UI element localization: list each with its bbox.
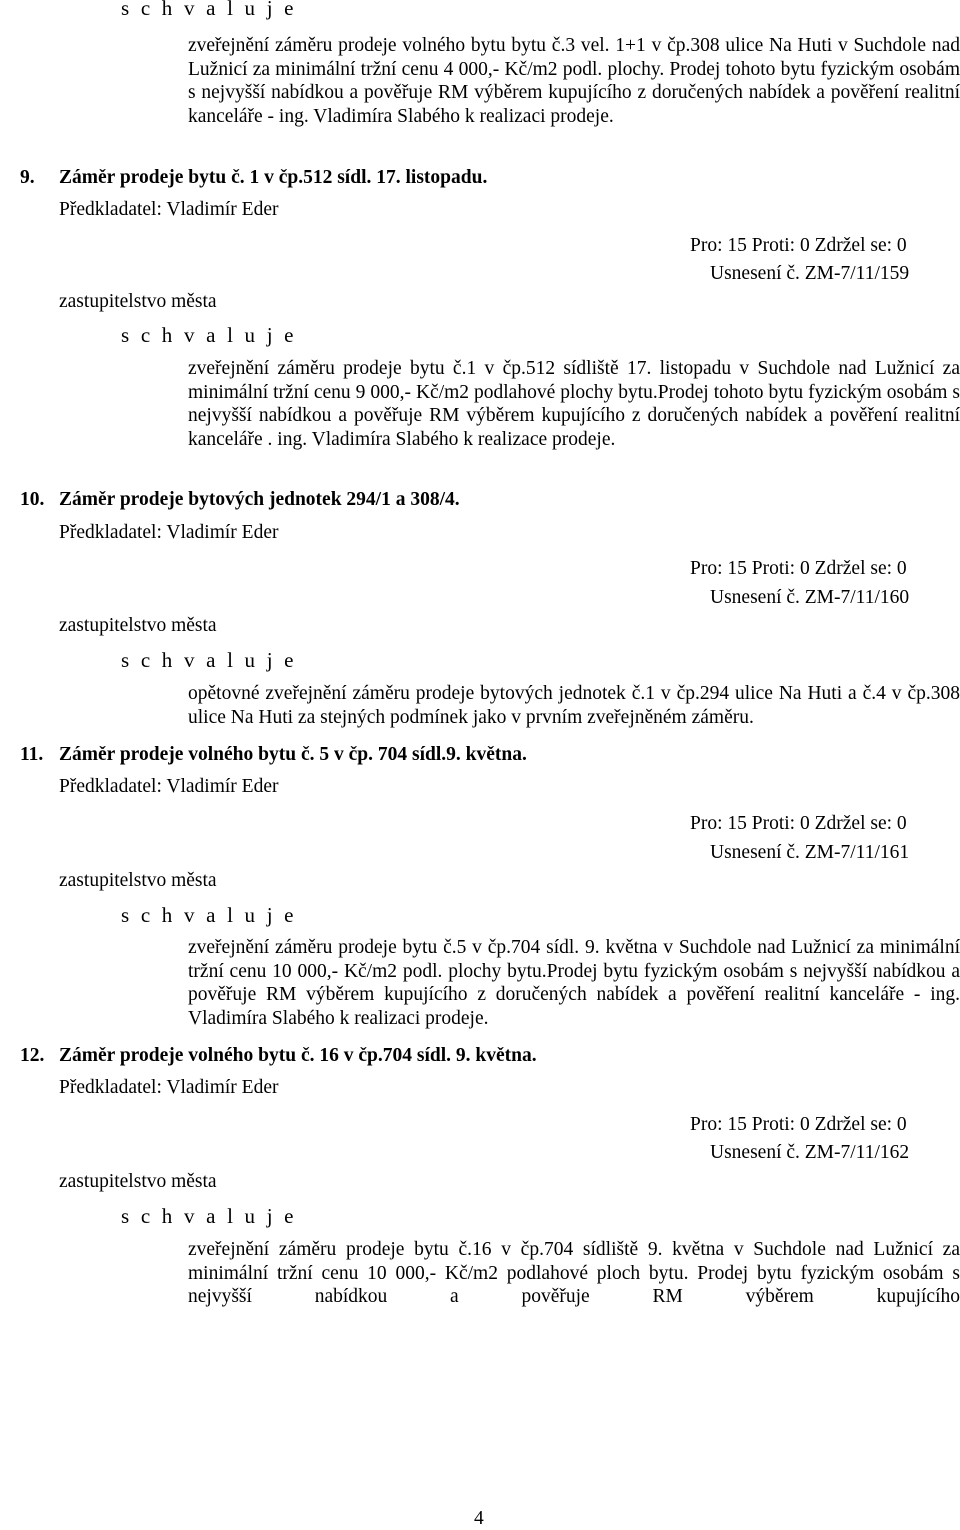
presenter-line: Předkladatel: Vladimír Eder — [59, 522, 279, 543]
resolution-text: zveřejnění záměru prodeje volného bytu bytu č.3 vel. 1+1 v čp.308 ulice Na Huti v Suchdole nad Lužnicí za minimální tržní cenu 4 000,- Kč/m2 podl. plochy. Prodej tohoto bytu fyzickým osobám s nejvyšší nabídkou a pověřuje RM výběrem kupujícího z doručených nabídek a pověření realitní kanceláře - ing. Vladimíra Slabého k realizaci prodeje. — [188, 35, 960, 127]
resolution-text: zveřejnění záměru prodeje bytu č.5 v čp.704 sídl. 9. května v Suchdole nad Lužnicí za minimální tržní cenu 10 000,- Kč/m2 podl. plochy bytu.Prodej bytu fyzickým osobám s nejvyšší nabídkou a pověřuje RM výběrem kupujícího z doručených nabídek a pověření realitní kanceláře - ing. Vladimíra Slabého k realizaci prodeje. — [188, 937, 960, 1029]
resolution-text: zveřejnění záměru prodeje bytu č.1 v čp.512 sídliště 17. listopadu v Suchdole nad Lužnicí za minimální tržní cenu 9 000,- Kč/m2 podlahové plochy bytu.Prodej tohoto bytu fyzickým osobám s nejvyšší nabídkou a pověřuje RM výběrem kupujícího z doručených nabídek a pověření realitní kanceláře . ing. Vladimíra Slabého k realizace prodeje. — [188, 358, 960, 450]
approve-word: s c h v a l u j e — [121, 903, 297, 927]
agenda-item-title: Záměr prodeje volného bytu č. 5 v čp. 704 sídl.9. května. — [59, 744, 527, 765]
council-label: zastupitelstvo města — [59, 870, 217, 891]
page-number: 4 — [474, 1508, 484, 1529]
council-label: zastupitelstvo města — [59, 291, 217, 312]
vote-result: Pro: 15 Proti: 0 Zdržel se: 0 — [690, 1114, 907, 1135]
agenda-item-number: 9. — [20, 167, 35, 188]
council-label: zastupitelstvo města — [59, 615, 217, 636]
agenda-item-title: Záměr prodeje bytu č. 1 v čp.512 sídl. 17. listopadu. — [59, 167, 488, 188]
agenda-item-number: 10. — [20, 489, 45, 510]
vote-result: Pro: 15 Proti: 0 Zdržel se: 0 — [690, 813, 907, 834]
resolution-number: Usnesení č. ZM-7/11/159 — [710, 263, 910, 284]
resolution-text: zveřejnění záměru prodeje bytu č.16 v čp.704 sídliště 9. května v Suchdole nad Lužnicí za minimální tržní cenu 10 000,- Kč/m2 podlahové ploch bytu. Prodej bytu fyzickým osobám s nejvyšší nabídkou a pověřuje RM výběrem kupujícího — [188, 1239, 960, 1307]
approve-word: s c h v a l u j e — [121, 1204, 297, 1228]
agenda-item-heading — [20, 488, 460, 512]
vote-result: Pro: 15 Proti: 0 Zdržel se: 0 — [690, 235, 907, 256]
resolution-text: opětovné zveřejnění záměru prodeje bytových jednotek č.1 v čp.294 ulice Na Huti a č.4 v čp.308 ulice Na Huti za stejných podmínek jako v prvním zveřejněném záměru. — [188, 683, 960, 728]
agenda-item-heading — [20, 1044, 537, 1068]
agenda-item-title: Záměr prodeje volného bytu č. 16 v čp.704 sídl. 9. května. — [59, 1045, 537, 1066]
agenda-item-number: 11. — [20, 744, 44, 765]
resolution-number: Usnesení č. ZM-7/11/160 — [710, 587, 910, 608]
council-label: zastupitelstvo města — [59, 1171, 217, 1192]
approve-word: s c h v a l u j e — [121, 0, 297, 20]
agenda-item-title: Záměr prodeje bytových jednotek 294/1 a 308/4. — [59, 489, 460, 510]
presenter-line: Předkladatel: Vladimír Eder — [59, 776, 279, 797]
resolution-number: Usnesení č. ZM-7/11/161 — [710, 842, 910, 863]
approve-word: s c h v a l u j e — [121, 323, 297, 347]
presenter-line: Předkladatel: Vladimír Eder — [59, 1077, 279, 1098]
resolution-number: Usnesení č. ZM-7/11/162 — [710, 1142, 910, 1163]
agenda-item-heading — [20, 166, 487, 190]
approve-word: s c h v a l u j e — [121, 648, 297, 672]
vote-result: Pro: 15 Proti: 0 Zdržel se: 0 — [690, 558, 907, 579]
agenda-item-heading — [20, 743, 527, 767]
agenda-item-number: 12. — [20, 1045, 45, 1066]
presenter-line: Předkladatel: Vladimír Eder — [59, 199, 279, 220]
